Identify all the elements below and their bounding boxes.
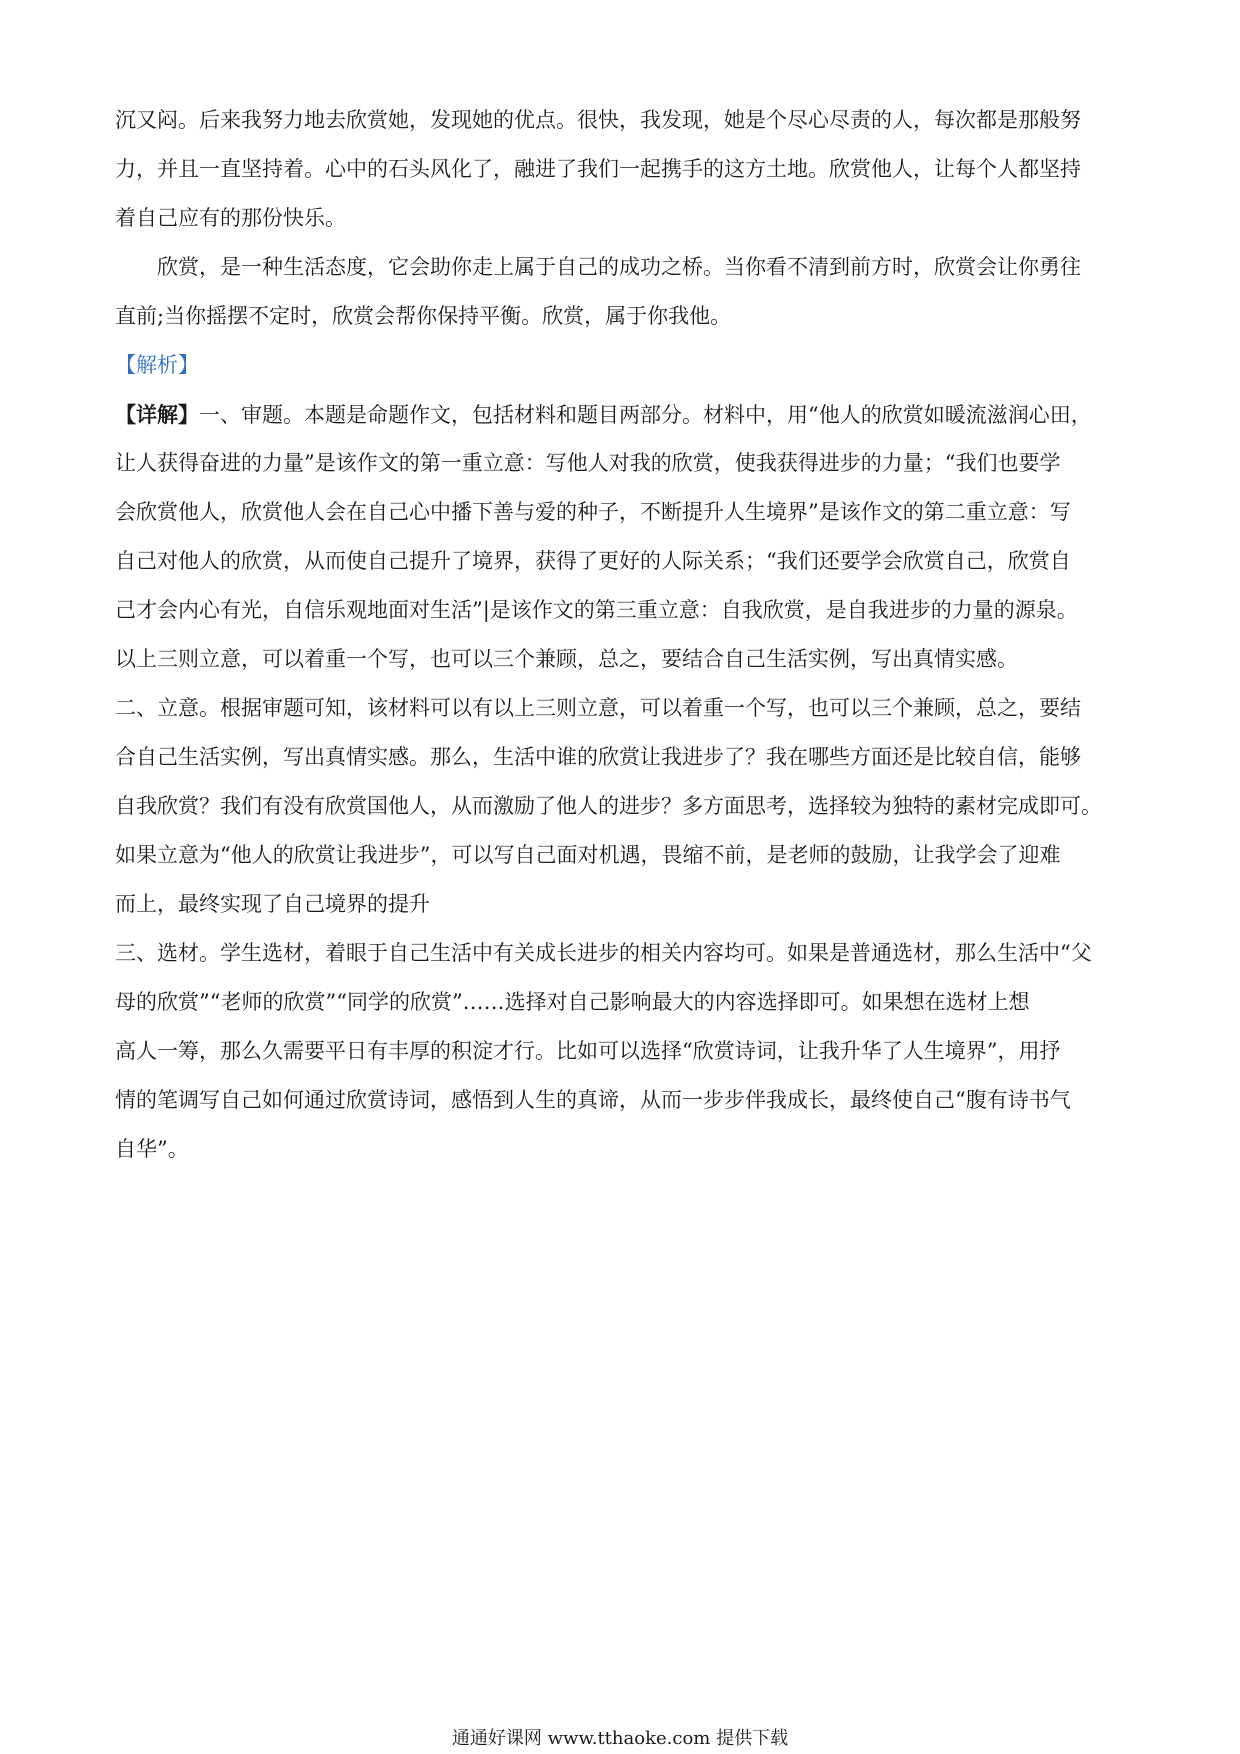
text-line: 三、选材。学生选材，着眼于自己生活中有关成长进步的相关内容均可。如果是普通选材，那么生活中“父 — [115, 941, 1092, 965]
text-line: 情的笔调写自己如何通过欣赏诗词，感悟到人生的真谛，从而一步步伴我成长，最终使自己“腹有诗书气 — [115, 1088, 1071, 1112]
detail-section — [115, 390, 1125, 1174]
text-line: 合自己生活实例，写出真情实感。那么，生活中谁的欣赏让我进步了？我在哪些方面还是比较自信，能够 — [115, 745, 1081, 769]
document-body — [115, 96, 1125, 1174]
text-line: 欣赏，是一种生活态度，它会助你走上属于自己的成功之桥。当你看不清到前方时，欣赏会让你勇往 — [157, 255, 1081, 279]
paragraph-2 — [115, 243, 1125, 341]
text-line: 二、立意。根据审题可知，该材料可以有以上三则立意，可以着重一个写，也可以三个兼顾，总之，要结 — [115, 696, 1081, 720]
text-line: 自华”。 — [115, 1137, 189, 1161]
text-line: 着自己应有的那份快乐。 — [115, 206, 346, 230]
text-line: 如果立意为“他人的欣赏让我进步”，可以写自己面对机遇，畏缩不前，是老师的鼓励，让我学会了迎难 — [115, 843, 1061, 867]
analysis-heading: 【解析】 — [115, 353, 199, 377]
text-line: 会欣赏他人，欣赏他人会在自己心中播下善与爱的种子，不断提升人生境界”是该作文的第二重立意：写 — [115, 500, 1071, 524]
text-line: 自我欣赏？我们有没有欣赏国他人，从而激励了他人的进步？多方面思考，选择较为独特的素材完成即可。 — [115, 794, 1102, 818]
text-line: 己才会内心有光，自信乐观地面对生活”|是该作文的第三重立意：自我欣赏，是自我进步的力量的源泉。 — [115, 598, 1078, 622]
text-line: 沉又闷。后来我努力地去欣赏她，发现她的优点。很快，我发现，她是个尽心尽责的人，每次都是那般努 — [115, 108, 1081, 132]
detail-line-text: 一、审题。本题是命题作文，包括材料和题目两部分。材料中，用“他人的欣赏如暖流滋润心田， — [199, 403, 1092, 427]
paragraph-1 — [115, 96, 1125, 243]
detail-label: 【详解】 — [115, 402, 199, 427]
text-line: 直前;当你摇摆不定时，欣赏会帮你保持平衡。欣赏，属于你我他。 — [115, 304, 732, 328]
text-line: 力，并且一直坚持着。心中的石头风化了，融进了我们一起携手的这方土地。欣赏他人，让每个人都坚持 — [115, 157, 1081, 181]
page-footer: 通通好课网 www.tthaoke.com 提供下载 — [451, 1728, 789, 1749]
text-line — [115, 390, 1125, 439]
text-line: 母的欣赏”“老师的欣赏”“同学的欣赏”……选择对自己影响最大的内容选择即可。如果想在选材上想 — [115, 990, 1030, 1014]
text-line: 而上，最终实现了自己境界的提升 — [115, 892, 430, 916]
text-line: 让人获得奋进的力量”是该作文的第一重立意：写他人对我的欣赏，使我获得进步的力量；“我们也要学 — [115, 451, 1061, 475]
text-line: 自己对他人的欣赏，从而使自己提升了境界，获得了更好的人际关系；“我们还要学会欣赏自己，欣赏自 — [115, 549, 1071, 573]
text-line: 高人一筹，那么久需要平日有丰厚的积淀才行。比如可以选择“欣赏诗词，让我升华了人生境界”，用抒 — [115, 1039, 1061, 1063]
text-line: 以上三则立意，可以着重一个写，也可以三个兼顾，总之，要结合自己生活实例，写出真情实感。 — [115, 647, 1018, 671]
